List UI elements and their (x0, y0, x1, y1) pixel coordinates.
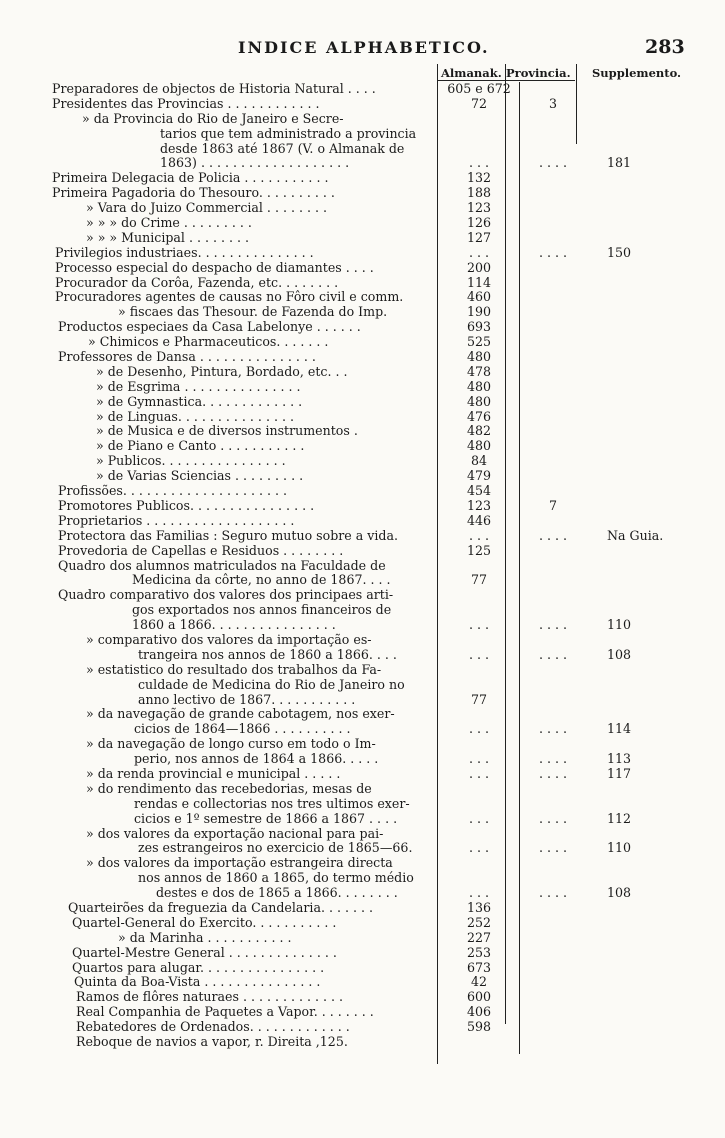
almanak-page: 123 (466, 200, 492, 216)
supplemento-page: 114 (607, 721, 632, 737)
almanak-page: . . . (468, 810, 490, 826)
almanak-page: 72 (470, 95, 488, 111)
almanak-page: 188 (466, 185, 492, 201)
column-header-supplemento: Supplemento. (592, 66, 682, 80)
almanak-page: 253 (466, 944, 492, 960)
almanak-page: 127 (466, 229, 492, 245)
almanak-page: 482 (466, 423, 492, 439)
entry-label: » da navegação de longo curso em todo o Im- (86, 736, 376, 752)
index-entry (0, 782, 725, 797)
entry-label: Procurador da Corôa, Fazenda, etc. . . . . . . . (55, 274, 339, 290)
almanak-page: 480 (466, 393, 492, 409)
index-entry (0, 82, 725, 97)
entry-label: Primeira Pagadoria do Thesouro. . . . . . . . . . (52, 185, 335, 201)
entry-label: zes estrangeiros no exercicio de 1865—66. (138, 840, 413, 856)
supplemento-page: 108 (607, 646, 632, 662)
entry-label: Proprietarios . . . . . . . . . . . . . . . . . . . (58, 512, 295, 528)
entry-label: » » » do Crime . . . . . . . . . (86, 215, 252, 231)
entry-label: Quartel-General do Exercito. . . . . . . . . . . (72, 914, 337, 930)
entry-label: Processo especial do despacho de diamantes . . . . (55, 259, 374, 275)
almanak-page: 252 (466, 914, 492, 930)
almanak-page: 77 (470, 572, 488, 588)
index-entry (0, 305, 725, 320)
entry-label: Rebatedores de Ordenados. . . . . . . . . . . . . (76, 1019, 350, 1035)
almanak-page: 480 (466, 438, 492, 454)
almanak-page: 84 (470, 453, 488, 469)
entry-label: » de Desenho, Pintura, Bordado, etc. . . (96, 363, 348, 379)
index-entry (0, 112, 725, 127)
index-entry (0, 1035, 725, 1050)
entry-label: Provedoria de Capellas e Residuos . . . . . . . . (58, 542, 344, 558)
almanak-page: . . . (468, 244, 490, 260)
index-entries (0, 82, 725, 1050)
supplemento-page: 181 (607, 155, 632, 171)
index-entry (0, 290, 725, 305)
index-entry (0, 142, 725, 157)
almanak-page: 673 (466, 959, 492, 975)
almanak-page: . . . (468, 885, 490, 901)
entry-label: Real Companhia de Paquetes a Vapor. . . . . . . . (76, 1004, 374, 1020)
index-entry (0, 559, 725, 574)
index-entry (0, 469, 725, 484)
entry-label: cicios de 1864—1866 . . . . . . . . . . (134, 721, 351, 737)
entry-label: Quarteirões da freguezia da Candelaria. . . . . . . (68, 899, 374, 915)
almanak-page: 460 (466, 289, 492, 305)
almanak-page: . . . (468, 617, 490, 633)
index-entry (0, 722, 725, 737)
index-entry (0, 603, 725, 618)
entry-label: 1863) . . . . . . . . . . . . . . . . . . . (160, 155, 350, 171)
almanak-page: . . . (468, 527, 490, 543)
page-number: 283 (645, 36, 685, 58)
index-entry (0, 395, 725, 410)
entry-label: Quadro comparativo dos valores dos principaes arti- (58, 587, 394, 603)
almanak-page: 123 (466, 497, 492, 513)
header-rule-provincia (505, 80, 575, 81)
entry-label: Medicina da côrte, no anno de 1867. . . . (132, 572, 391, 588)
entry-label: anno lectivo de 1867. . . . . . . . . . . (138, 691, 356, 707)
index-entry (0, 335, 725, 350)
index-entry (0, 946, 725, 961)
entry-label: » da renda provincial e municipal . . . . . (86, 765, 341, 781)
supplemento-page: 108 (607, 885, 632, 901)
almanak-page: . . . (468, 155, 490, 171)
entry-label: » Publicos. . . . . . . . . . . . . . . . (96, 453, 286, 469)
supplemento-page: 112 (607, 810, 632, 826)
entry-label: Protectora das Familias : Seguro mutuo sobre a vida. (58, 527, 398, 543)
entry-label: » » » Municipal . . . . . . . . (86, 229, 249, 245)
entry-label: » de Gymnastica. . . . . . . . . . . . . (96, 393, 303, 409)
index-entry (0, 97, 725, 112)
entry-label: Quadro dos alumnos matriculados na Faculdade de (58, 557, 386, 573)
entry-label: » fiscaes das Thesour. de Fazenda do Imp. (118, 304, 388, 320)
index-entry (0, 707, 725, 722)
index-entry (0, 990, 725, 1005)
entry-label: tarios que tem administrado a provincia (160, 125, 417, 141)
entry-label: rendas e collectorias nos tres ultimos exer- (134, 795, 410, 811)
index-entry (0, 663, 725, 678)
index-entry (0, 573, 725, 588)
almanak-page: 478 (466, 363, 492, 379)
index-entry (0, 261, 725, 276)
almanak-page: 42 (470, 974, 488, 990)
almanak-page: 132 (466, 170, 492, 186)
index-entry (0, 975, 725, 990)
entry-label: Preparadores de objectos de Historia Natural . . . . (52, 81, 376, 96)
index-entry (0, 186, 725, 201)
almanak-page: 200 (466, 259, 492, 275)
almanak-page: 600 (466, 989, 492, 1005)
entry-label: » estatistico do resultado dos trabalhos da Fa- (86, 661, 382, 677)
index-entry (0, 216, 725, 231)
almanak-page: 114 (466, 274, 492, 290)
provincia-page: . . . . (538, 765, 568, 781)
provincia-page: . . . . (538, 617, 568, 633)
supplemento-page: 117 (607, 765, 632, 781)
supplemento-page: Na Guia. (607, 527, 664, 543)
entry-label: Procuradores agentes de causas no Fôro civil e comm. (55, 289, 404, 305)
almanak-page: . . . (468, 646, 490, 662)
entry-label: » da navegação de grande cabotagem, nos exer- (86, 706, 395, 722)
index-entry (0, 231, 725, 246)
entry-label: » dos valores da importação estrangeira directa (86, 855, 393, 871)
index-entry (0, 737, 725, 752)
index-entry (0, 246, 725, 261)
almanak-page: 446 (466, 512, 492, 528)
index-entry (0, 201, 725, 216)
entry-label: perio, nos annos de 1864 a 1866. . . . . (134, 751, 379, 767)
index-entry (0, 797, 725, 812)
almanak-page: 190 (466, 304, 492, 320)
index-entry (0, 678, 725, 693)
almanak-page: 598 (466, 1019, 492, 1035)
almanak-page: 480 (466, 378, 492, 394)
supplemento-page: 113 (607, 751, 632, 767)
index-entry (0, 886, 725, 901)
index-entry (0, 424, 725, 439)
entry-label: trangeira nos annos de 1860 a 1866. . . . (138, 646, 397, 662)
index-entry (0, 812, 725, 827)
index-entry (0, 320, 725, 335)
index-entry (0, 648, 725, 663)
almanak-page: 136 (466, 899, 492, 915)
entry-label: desde 1863 até 1867 (V. o Almanak de (160, 140, 405, 156)
entry-label: nos annos de 1860 a 1865, do termo médio (138, 870, 414, 886)
almanak-page: 480 (466, 349, 492, 365)
index-entry (0, 633, 725, 648)
entry-label: » de Linguas. . . . . . . . . . . . . . . (96, 408, 294, 424)
index-entry (0, 961, 725, 976)
index-entry (0, 350, 725, 365)
index-entry (0, 514, 725, 529)
index-entry (0, 276, 725, 291)
index-entry (0, 871, 725, 886)
almanak-page: . . . (468, 751, 490, 767)
entry-label: culdade de Medicina do Rio de Janeiro no (138, 676, 405, 692)
almanak-page: 479 (466, 468, 492, 484)
entry-label: » de Musica e de diversos instrumentos . (96, 423, 358, 439)
entry-label: » do rendimento das recebedorias, mesas de (86, 780, 372, 796)
index-entry (0, 856, 725, 871)
index-entry (0, 171, 725, 186)
index-title: INDICE ALPHABETICO. (238, 38, 490, 57)
index-entry (0, 1020, 725, 1035)
almanak-page: . . . (468, 765, 490, 781)
entry-label: Presidentes das Provincias . . . . . . . . . . . . (52, 95, 320, 111)
provincia-page: . . . . (538, 840, 568, 856)
index-entry (0, 827, 725, 842)
entry-label: » de Esgrima . . . . . . . . . . . . . . . (96, 378, 301, 394)
entry-label: Promotores Publicos. . . . . . . . . . . . . . . . (58, 497, 315, 513)
provincia-page: . . . . (538, 244, 568, 260)
almanak-page: 406 (466, 1004, 492, 1020)
almanak-page: . . . (468, 840, 490, 856)
entry-label: » de Varias Sciencias . . . . . . . . . (96, 468, 304, 484)
almanak-page: 125 (466, 542, 492, 558)
entry-label: Quinta da Boa-Vista . . . . . . . . . . . . . . . (74, 974, 321, 990)
supplemento-page: 110 (607, 617, 632, 633)
almanak-page: 77 (470, 691, 488, 707)
entry-label: » da Marinha . . . . . . . . . . . (118, 929, 292, 945)
entry-label: » comparativo dos valores da importação es- (86, 631, 372, 647)
entry-label: Productos especiaes da Casa Labelonye . . . . . . (58, 319, 361, 335)
index-entry (0, 499, 725, 514)
index-entry (0, 380, 725, 395)
entry-label: 1860 a 1866. . . . . . . . . . . . . . . . (132, 617, 336, 633)
entry-label: Primeira Delegacia de Policia . . . . . . . . . . . (52, 170, 329, 186)
entry-label: destes e dos de 1865 a 1866. . . . . . . . (156, 885, 398, 901)
index-entry (0, 1005, 725, 1020)
provincia-page: . . . . (538, 721, 568, 737)
provincia-page: . . . . (538, 810, 568, 826)
entry-label: cicios e 1º semestre de 1866 a 1867 . . . . (134, 810, 398, 826)
entry-label: gos exportados nos annos financeiros de (132, 602, 392, 618)
almanak-page: 605 e 672 (447, 81, 511, 96)
index-entry (0, 767, 725, 782)
index-entry (0, 752, 725, 767)
index-entry (0, 931, 725, 946)
almanak-page: 525 (466, 334, 492, 350)
index-entry (0, 901, 725, 916)
almanak-page: 454 (466, 483, 492, 499)
entry-label: » Vara do Juizo Commercial . . . . . . . . (86, 200, 327, 216)
entry-label: » da Provincia do Rio de Janeiro e Secre- (82, 110, 344, 126)
provincia-page: 3 (548, 95, 557, 111)
supplemento-page: 150 (607, 244, 632, 260)
index-entry (0, 693, 725, 708)
provincia-page: 7 (548, 497, 557, 513)
almanak-page: 693 (466, 319, 492, 335)
entry-label: Professores de Dansa . . . . . . . . . . . . . . . (58, 349, 316, 365)
provincia-page: . . . . (538, 527, 568, 543)
provincia-page: . . . . (538, 155, 568, 171)
entry-label: Quartos para alugar. . . . . . . . . . . . . . . . (72, 959, 325, 975)
column-header-provincia: Provincia. (506, 66, 571, 80)
index-entry (0, 127, 725, 142)
entry-label: » dos valores da exportação nacional para pai- (86, 825, 384, 841)
entry-label: Quartel-Mestre General . . . . . . . . . . . . . . (72, 944, 337, 960)
entry-label: » de Piano e Canto . . . . . . . . . . . (96, 438, 305, 454)
index-entry (0, 156, 725, 171)
almanak-page: 227 (466, 929, 492, 945)
index-entry (0, 588, 725, 603)
index-entry (0, 529, 725, 544)
index-entry (0, 410, 725, 425)
entry-label: Reboque de navios a vapor, r. Direita ,125. (76, 1034, 348, 1049)
index-entry (0, 439, 725, 454)
index-entry (0, 544, 725, 559)
almanak-page: 126 (466, 215, 492, 231)
almanak-page: 476 (466, 408, 492, 424)
index-entry (0, 916, 725, 931)
index-entry (0, 454, 725, 469)
almanak-page: . . . (468, 721, 490, 737)
provincia-page: . . . . (538, 751, 568, 767)
provincia-page: . . . . (538, 885, 568, 901)
index-entry (0, 484, 725, 499)
index-entry (0, 365, 725, 380)
supplemento-page: 110 (607, 840, 632, 856)
column-header-almanak: Almanak. (441, 66, 502, 80)
entry-label: » Chimicos e Pharmaceuticos. . . . . . . (88, 334, 329, 350)
entry-label: Privilegios industriaes. . . . . . . . . . . . . . . (55, 244, 314, 260)
entry-label: Ramos de flôres naturaes . . . . . . . . . . . . . (76, 989, 344, 1005)
provincia-page: . . . . (538, 646, 568, 662)
index-entry (0, 618, 725, 633)
entry-label: Profissões. . . . . . . . . . . . . . . . . . . . . (58, 483, 288, 499)
index-entry (0, 841, 725, 856)
